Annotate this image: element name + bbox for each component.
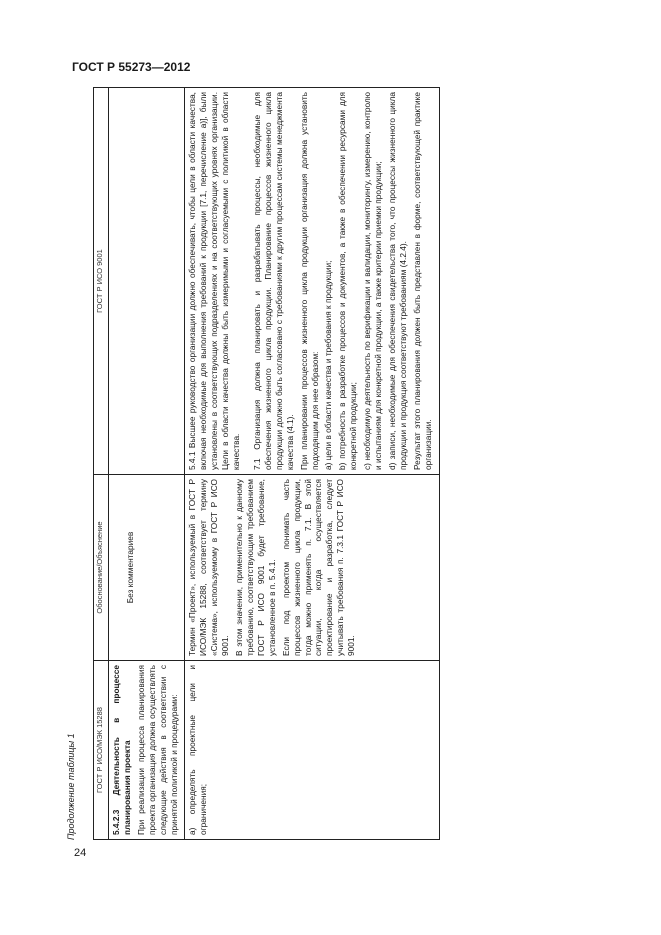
cell-paragraph: b) потребность в разработке процессов и документов, а также в обеспечении ресурсами для конкретной продукции;	[337, 92, 359, 470]
cell-paragraph: Результат этого планирования должен быть представлен в форме, соответствующей практике организации.	[411, 92, 433, 470]
section-heading: 5.4.2.3 Деятельность в процессе планирования проекта	[111, 665, 132, 835]
cell-paragraph: Термин «Проект», используемый в ГОСТ Р ИСО/МЭК 15288, соответствует термину «Система», используемому в ГОСТ Р ИСО 9001.	[187, 479, 231, 656]
cell-paragraph: d) записи, необходимые для обеспечения свидетельства того, что процессы жизненного цикла продукции и продукция соответствуют требованиям (4.2.4).	[386, 92, 408, 470]
cell-paragraph: 7.1 Организация должна планировать и разрабатывать процессы, необходимые для обеспечения жизненного цикла продукции. Планирование процессов жизненного цикла продукции должно быть согласовано с требованиями к другим процессам системы менеджмента качества (4.1).	[251, 92, 295, 470]
rotated-table-area	[66, 80, 616, 840]
table-row	[109, 88, 185, 840]
cell-9001	[185, 88, 439, 475]
cell-paragraph: Без комментариев	[125, 531, 135, 604]
header-gost-15288: ГОСТ Р ИСО/МЭК 15288	[94, 661, 109, 840]
cell-paragraph: 5.4.1 Высшее руководство организации должно обеспечивать, чтобы цели в области качества, включая необходимые для выполнения требований к продукции [7.1, перечисление а)], были установлены в соответствующих подразделениях и на соответствующих уровнях организации. Цели в области качества должны быть измеримыми и согласуемыми с политикой в области качества.	[187, 92, 242, 470]
comparison-table	[93, 87, 440, 840]
cell-paragraph: Если под проектом понимать часть процессов жизненного цикла продукции, тогда можно применять п. 7.1. В этой ситуации, когда осуществляется проектирование и разработка, следует учитывать требования п. 7.3.1 ГОСТ Р ИСО 9001.	[280, 479, 357, 656]
cell-9001	[109, 88, 185, 475]
document-title: ГОСТ Р 55273—2012	[72, 60, 191, 74]
cell-paragraph: а) определять проектные цели и ограничения;	[187, 665, 209, 835]
header-justification: Обоснование/Объяснение	[94, 475, 109, 661]
cell-paragraph: а) цели в области качества и требования к продукции;	[323, 260, 334, 470]
cell-paragraph: При планировании процессов жизненного цикла продукции организация должна установить подходящим для нее образом:	[298, 92, 320, 470]
header-gost-9001: ГОСТ Р ИСО 9001	[94, 88, 109, 475]
cell-paragraph: При реализации процесса планирования проекта организация должна осуществлять следующие действия в соответствии с принятой политикой и процедурами:	[135, 665, 179, 835]
table-row	[185, 88, 439, 840]
cell-justification	[185, 475, 439, 661]
page-number: 24	[74, 847, 87, 859]
table-header-row	[94, 88, 109, 840]
cell-paragraph: В этом значении, применительно к данному требованию, соответствующим требованием ГОСТ Р ИСО 9001 будет требование, установленное в п. 5.4.1.	[234, 479, 277, 656]
cell-paragraph: с) необходимую деятельность по верификации и валидации, мониторингу, измерению, контролю и испытаниям для конкретной продукции, а также критерии приемки продукции;	[362, 92, 384, 470]
cell-15288	[185, 661, 439, 840]
table-continuation-label: Продолжение таблицы 1	[66, 733, 76, 840]
cell-justification	[109, 475, 185, 661]
cell-15288	[109, 661, 185, 840]
